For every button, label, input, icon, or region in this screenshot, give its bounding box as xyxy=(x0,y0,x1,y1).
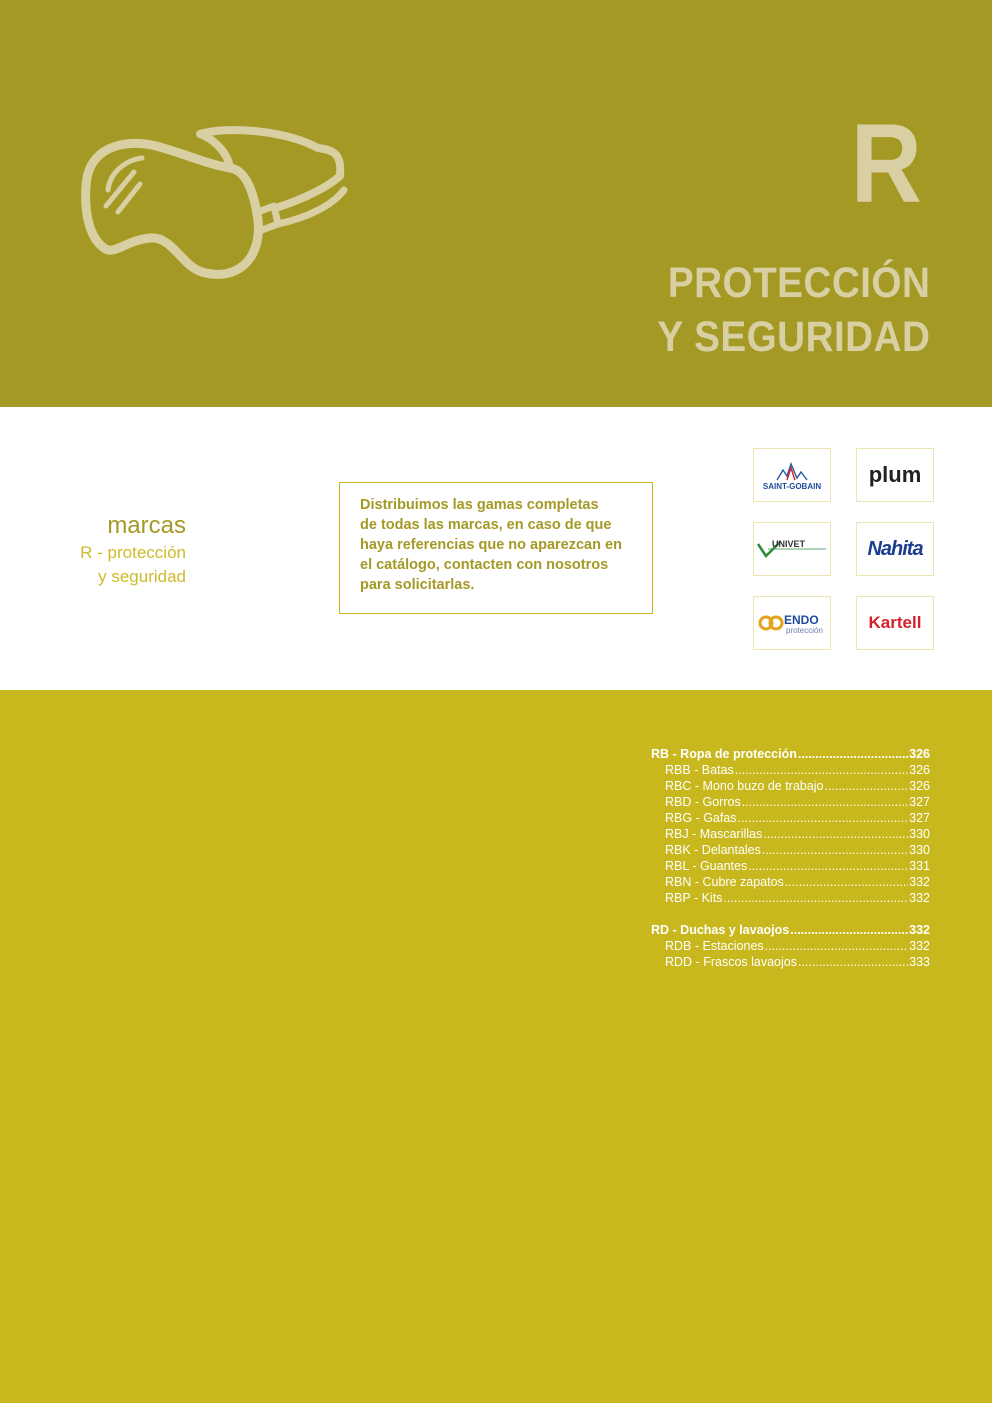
safety-goggles-icon xyxy=(78,120,350,290)
toc-label: RBJ - Mascarillas xyxy=(665,827,763,841)
toc-item[interactable] xyxy=(651,842,930,858)
toc-page: 327 xyxy=(909,795,930,809)
toc-page: 332 xyxy=(909,891,930,905)
section-header-band xyxy=(0,0,992,407)
toc-leader xyxy=(763,826,908,842)
brands-label xyxy=(80,511,186,589)
section-title-line-2: Y SEGURIDAD xyxy=(656,313,930,361)
toc-item[interactable] xyxy=(651,794,930,810)
toc-item[interactable] xyxy=(651,890,930,906)
brands-subtitle-line-2: y seguridad xyxy=(98,567,186,586)
toc-leader xyxy=(790,922,908,938)
toc-page: 326 xyxy=(909,779,930,793)
toc-page: 330 xyxy=(909,827,930,841)
toc-item[interactable] xyxy=(651,826,930,842)
toc-page: 327 xyxy=(909,811,930,825)
kartell-logo xyxy=(856,596,934,650)
toc-leader xyxy=(735,762,908,778)
toc-leader xyxy=(762,842,908,858)
toc-label: RBB - Batas xyxy=(665,763,734,777)
toc-label: RDD - Frascos lavaojos xyxy=(665,955,797,969)
table-of-contents xyxy=(651,746,930,970)
toc-page: 332 xyxy=(909,939,930,953)
toc-leader xyxy=(765,938,908,954)
toc-leader xyxy=(785,874,908,890)
toc-label: RBK - Delantales xyxy=(665,843,761,857)
toc-page: 333 xyxy=(909,955,930,969)
note-line: Distribuimos las gamas completas xyxy=(360,497,599,513)
toc-page: 331 xyxy=(909,859,930,873)
toc-leader xyxy=(748,858,908,874)
endo-subtext: protección xyxy=(786,626,823,635)
note-line: para solicitarlas. xyxy=(360,577,475,593)
toc-page: 330 xyxy=(909,843,930,857)
toc-label: RD - Duchas y lavaojos xyxy=(651,923,790,937)
toc-item[interactable] xyxy=(651,954,930,970)
brands-subtitle-line-1: R - protección xyxy=(80,543,186,562)
toc-item[interactable] xyxy=(651,938,930,954)
toc-label: RBG - Gafas xyxy=(665,811,737,825)
brands-note-box xyxy=(339,482,653,614)
endo-logo xyxy=(753,596,831,650)
plum-logo xyxy=(856,448,934,502)
toc-leader xyxy=(798,954,908,970)
univet-mark-icon xyxy=(756,534,828,564)
toc-item[interactable] xyxy=(651,810,930,826)
toc-page: 332 xyxy=(909,923,930,937)
contents-band xyxy=(0,690,992,1403)
nahita-logo xyxy=(856,522,934,576)
endo-mark-icon xyxy=(756,607,828,639)
toc-label: RBD - Gorros xyxy=(665,795,741,809)
note-line: el catálogo, contacten con nosotros xyxy=(360,557,609,573)
toc-label: RB - Ropa de protección xyxy=(651,747,797,761)
note-line: haya referencias que no aparezcan en xyxy=(360,537,622,553)
toc-label: RBN - Cubre zapatos xyxy=(665,875,784,889)
toc-heading-rd[interactable] xyxy=(651,922,930,938)
toc-leader xyxy=(742,794,908,810)
toc-label: RDB - Estaciones xyxy=(665,939,764,953)
brands-heading: marcas xyxy=(107,512,186,539)
toc-item[interactable] xyxy=(651,874,930,890)
section-title xyxy=(657,256,930,364)
toc-item[interactable] xyxy=(651,778,930,794)
toc-label: RBC - Mono buzo de trabajo xyxy=(665,779,824,793)
toc-page: 326 xyxy=(909,763,930,777)
saint-gobain-text: SAINT-GOBAIN xyxy=(762,482,822,491)
nahita-text: Nahita xyxy=(867,537,923,560)
toc-leader xyxy=(723,890,908,906)
univet-text: UNIVET xyxy=(772,539,806,549)
plum-text: plum xyxy=(868,462,922,487)
toc-label: RBL - Guantes xyxy=(665,859,748,873)
toc-label: RBP - Kits xyxy=(665,891,723,905)
univet-logo xyxy=(753,522,831,576)
toc-page: 326 xyxy=(909,747,930,761)
toc-heading-rb[interactable] xyxy=(651,746,930,762)
saint-gobain-logo xyxy=(753,448,831,502)
toc-leader xyxy=(738,810,909,826)
toc-leader xyxy=(824,778,908,794)
toc-item[interactable] xyxy=(651,762,930,778)
toc-leader xyxy=(798,746,908,762)
toc-item[interactable] xyxy=(651,858,930,874)
section-title-line-1: PROTECCIÓN xyxy=(667,259,930,307)
endo-text: ENDO xyxy=(784,613,819,627)
section-letter: R xyxy=(850,101,922,226)
saint-gobain-mark-icon xyxy=(757,458,827,492)
kartell-text: Kartell xyxy=(868,613,922,632)
brands-section xyxy=(0,407,992,690)
note-line: de todas las marcas, en caso de que xyxy=(360,517,612,533)
toc-page: 332 xyxy=(909,875,930,889)
toc-spacer xyxy=(651,906,930,922)
